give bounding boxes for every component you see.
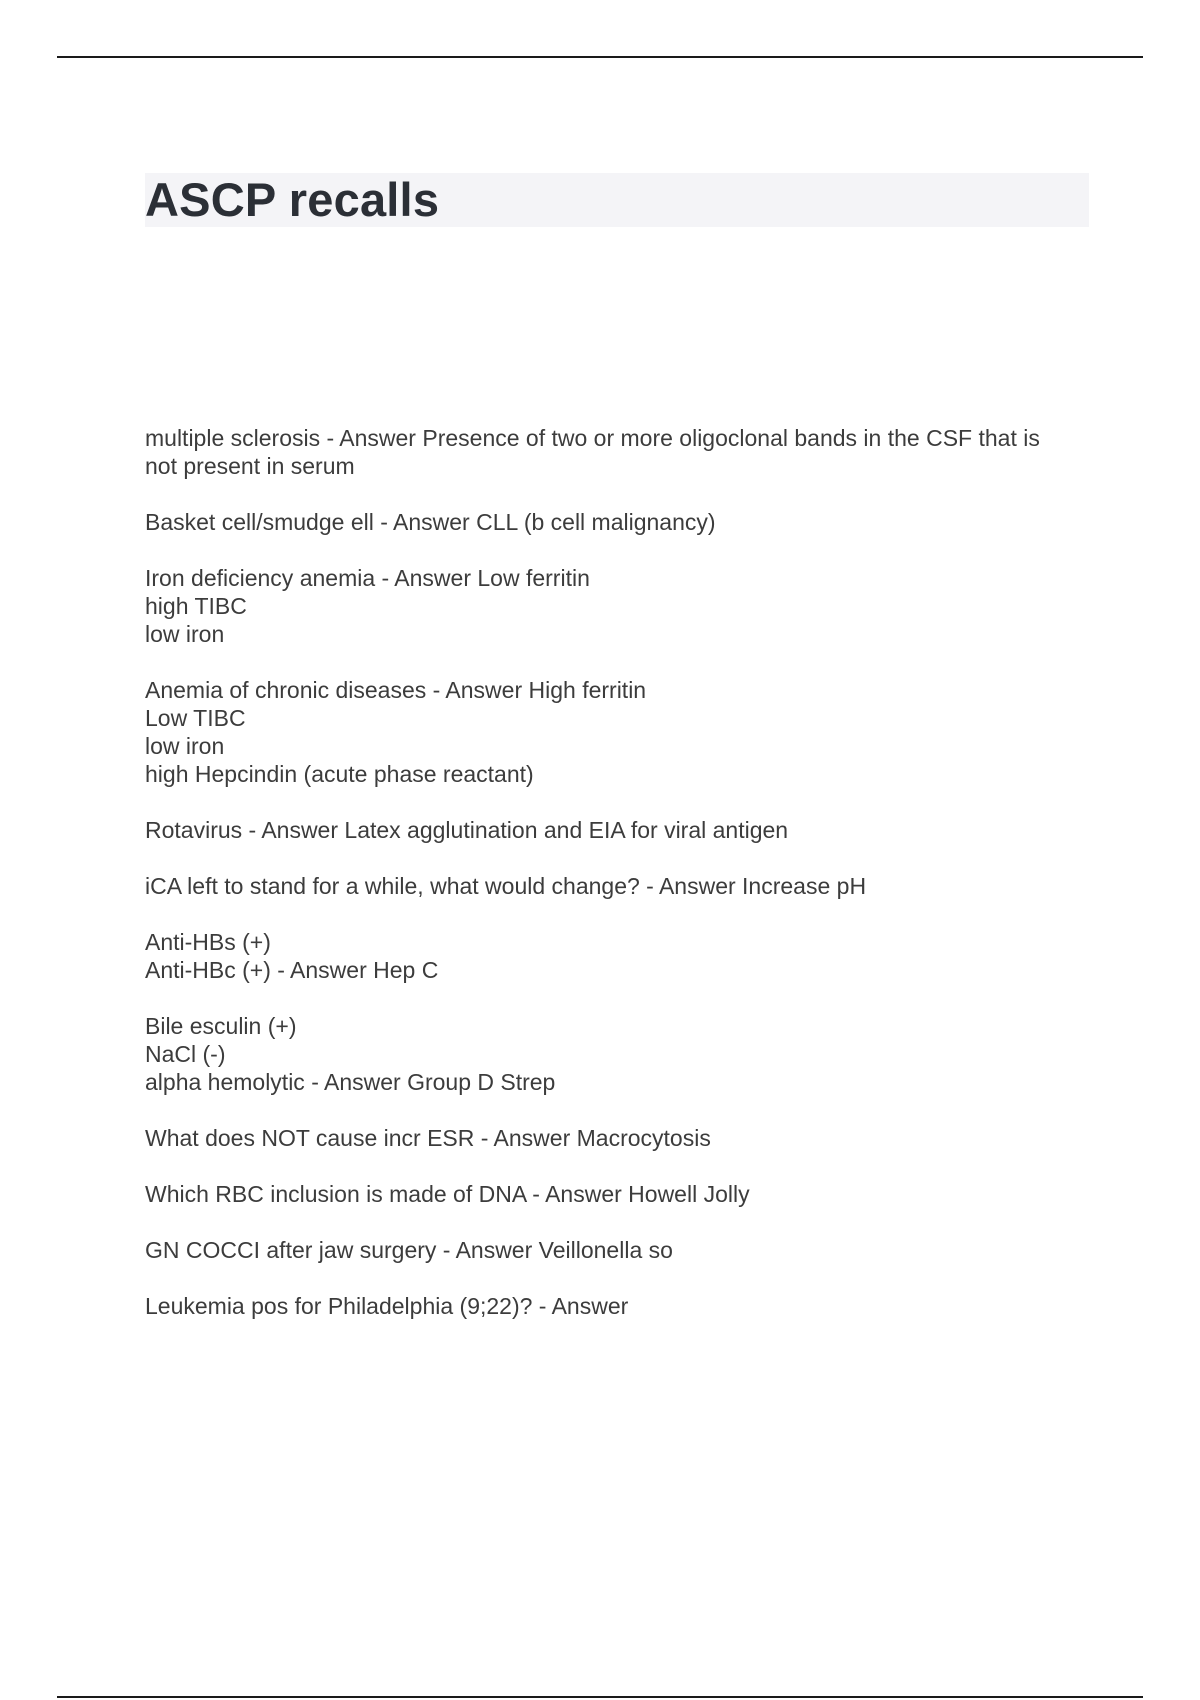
entry-line: Anti-HBs (+) [145, 929, 271, 955]
entry-line: Low TIBC [145, 705, 246, 731]
qa-entry [145, 1124, 1095, 1152]
qa-entry [145, 1180, 1095, 1208]
entry-line: What does NOT cause incr ESR - Answer Macrocytosis [145, 1125, 711, 1151]
qa-entry [145, 872, 1095, 900]
entry-line: multiple sclerosis - Answer Presence of two or more oligoclonal bands in the CSF that is [145, 425, 1040, 451]
bottom-rule [57, 1696, 1143, 1698]
entry-line: Rotavirus - Answer Latex agglutination and EIA for viral antigen [145, 817, 789, 843]
top-rule [57, 56, 1143, 58]
document-body [145, 424, 1095, 1348]
qa-entry [145, 1236, 1095, 1264]
entry-line: low iron [145, 621, 225, 647]
qa-entry [145, 1012, 1095, 1096]
entry-line: Anti-HBc (+) - Answer Hep C [145, 957, 439, 983]
entry-line: Anemia of chronic diseases - Answer High ferritin [145, 677, 647, 703]
entry-line: low iron [145, 733, 225, 759]
qa-entry [145, 508, 1095, 536]
entry-line: GN COCCI after jaw surgery - Answer Veillonella so [145, 1237, 673, 1263]
entry-line: alpha hemolytic - Answer Group D Strep [145, 1069, 556, 1095]
qa-entry [145, 816, 1095, 844]
entry-line: Leukemia pos for Philadelphia (9;22)? - Answer [145, 1293, 629, 1319]
entry-line: Which RBC inclusion is made of DNA - Answer Howell Jolly [145, 1181, 750, 1207]
entry-line: NaCl (-) [145, 1041, 226, 1067]
entry-line: Iron deficiency anemia - Answer Low ferritin [145, 565, 590, 591]
qa-entry [145, 928, 1095, 984]
entry-line: high Hepcindin (acute phase reactant) [145, 761, 534, 787]
entry-line: Bile esculin (+) [145, 1013, 297, 1039]
qa-entry [145, 1292, 1095, 1320]
qa-entry [145, 564, 1095, 648]
entry-line: Basket cell/smudge ell - Answer CLL (b cell malignancy) [145, 509, 716, 535]
entry-line: iCA left to stand for a while, what would change? - Answer Increase pH [145, 873, 867, 899]
entry-line: high TIBC [145, 593, 247, 619]
qa-entry [145, 424, 1095, 480]
qa-entry [145, 676, 1095, 788]
entry-line: not present in serum [145, 453, 355, 479]
page-title: ASCP recalls [145, 173, 440, 226]
